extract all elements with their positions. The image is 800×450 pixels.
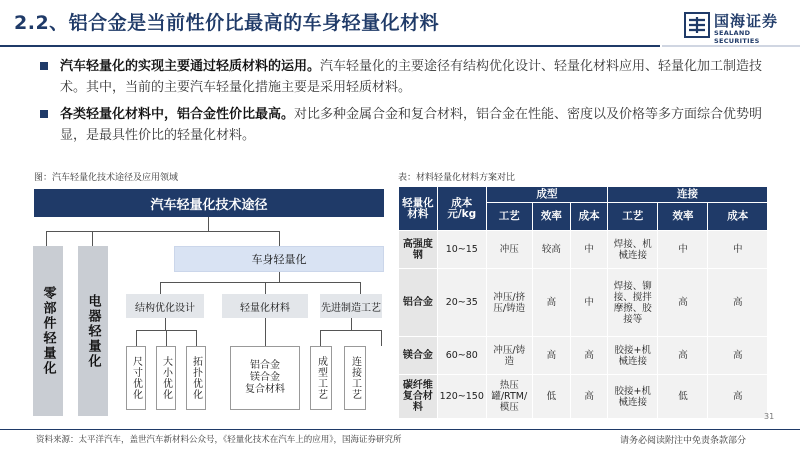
cell-cost: 120~150: [437, 375, 486, 419]
connector-line: [160, 282, 360, 283]
cell-forming-cost: 高: [571, 337, 608, 375]
diagram-material-box: 轻量化材料: [222, 294, 308, 318]
connector-line: [196, 330, 197, 346]
diagram-body-box: 车身轻量化: [174, 246, 384, 272]
diagram-size-opt-box: 尺寸优化: [126, 346, 146, 410]
bullet-bold-text: 各类轻量化材料中，铝合金性价比最高。: [60, 107, 295, 122]
th-forming-cost: 成本: [571, 203, 608, 231]
diagram-materials-box: [230, 346, 300, 410]
th-forming: 成型: [486, 187, 607, 203]
page-header: [0, 0, 800, 48]
cell-joining-efficiency: 低: [658, 375, 708, 419]
connector-line: [208, 217, 209, 231]
material-aluminum: 铝合金: [250, 360, 280, 371]
cell-forming-process: 热压罐/RTM/模压: [486, 375, 532, 419]
cell-joining-cost: 高: [708, 375, 768, 419]
material-magnesium: 镁合金: [250, 372, 280, 383]
sealand-logo-icon: [684, 12, 710, 38]
cell-material: 铝合金: [399, 269, 438, 337]
bullet-bold-text: 汽车轻量化的实现主要通过轻质材料的运用。: [60, 59, 321, 74]
connector-line: [160, 282, 161, 294]
cell-joining-process: 焊接、机械连接: [608, 231, 658, 269]
bullet-square-icon: [40, 110, 48, 118]
connector-line: [165, 318, 166, 330]
cell-forming-efficiency: 高: [532, 337, 571, 375]
connector-line: [166, 330, 167, 346]
title-divider: [0, 45, 660, 47]
th-material: 轻量化材料: [399, 187, 438, 231]
page-number: 31: [764, 412, 775, 421]
connector-line: [92, 231, 93, 246]
cell-joining-process: 胶接+机械连接: [608, 337, 658, 375]
footer-divider: [0, 429, 800, 430]
diagram-parts-box: 零部件轻量化: [33, 246, 63, 416]
th-joining-efficiency: 效率: [658, 203, 708, 231]
table-row: [399, 375, 768, 419]
bullet-text: 汽车轻量化的主要途径有结构优化设计、轻量化材料应用、轻量化加工制造技术。其中，当前的主要汽车轻量化措施主要是采用轻质材料。: [60, 59, 763, 95]
bullet-item: [40, 104, 780, 146]
connector-line: [279, 231, 280, 246]
cell-forming-efficiency: 较高: [532, 231, 571, 269]
table-row: [399, 269, 768, 337]
source-note: 资料来源：太平洋汽车，盖世汽车新材料公众号，《轻量化技术在汽车上的应用》，国海证券研究所: [36, 435, 402, 445]
title-divider-light: [662, 45, 800, 47]
diagram-forming-box: 成型工艺: [310, 346, 332, 410]
page-title: 2.2、铝合金是当前性价比最高的车身轻量化材料: [14, 12, 440, 34]
diagram-electrical-box: 电器轻量化: [78, 246, 108, 416]
connector-line: [320, 330, 321, 346]
diagram-shape-opt-box: 大小优化: [156, 346, 176, 410]
th-forming-efficiency: 效率: [532, 203, 571, 231]
cell-material: 碳纤维复合材料: [399, 375, 438, 419]
th-cost: 成本元/kg: [437, 187, 486, 231]
table-row: [399, 231, 768, 269]
cell-forming-process: 冲压/挤压/铸造: [486, 269, 532, 337]
cell-material: 镁合金: [399, 337, 438, 375]
cell-forming-cost: 中: [571, 269, 608, 337]
bullet-list: [40, 56, 780, 152]
logo-chinese-text: 国海证券: [714, 12, 779, 30]
diagram-process-box: 先进制造工艺: [320, 294, 382, 318]
material-comparison-table: [398, 186, 768, 419]
diagram-root-box: 汽车轻量化技术途径: [34, 189, 384, 217]
th-joining: 连接: [608, 187, 768, 203]
cell-forming-process: 冲压: [486, 231, 532, 269]
connector-line: [265, 318, 266, 346]
company-logo: [684, 10, 796, 45]
diagram-structure-box: 结构优化设计: [126, 294, 204, 318]
cell-joining-cost: 中: [708, 231, 768, 269]
cell-cost: 10~15: [437, 231, 486, 269]
cell-forming-efficiency: 低: [532, 375, 571, 419]
cell-joining-efficiency: 高: [658, 269, 708, 337]
connector-line: [265, 282, 266, 294]
bullet-text: 对比多种金属合金和复合材料，铝合金在性能、密度以及价格等多方面综合优势明显，是最具性价比的轻量化材料。: [60, 107, 763, 143]
cell-cost: 20~35: [437, 269, 486, 337]
connector-line: [279, 272, 280, 282]
table-row: [399, 337, 768, 375]
bullet-square-icon: [40, 62, 48, 70]
cell-forming-cost: 高: [571, 375, 608, 419]
diagram-joining-box: 连接工艺: [344, 346, 366, 410]
cell-joining-efficiency: 高: [658, 337, 708, 375]
cell-joining-process: 焊接、铆接、搅拌摩擦、胶接等: [608, 269, 658, 337]
cell-joining-cost: 高: [708, 269, 768, 337]
diagram-topology-opt-box: 拓扑优化: [186, 346, 206, 410]
th-forming-process: 工艺: [486, 203, 532, 231]
cell-joining-process: 胶接+机械连接: [608, 375, 658, 419]
connector-line: [46, 231, 280, 232]
lightweight-tech-diagram: [30, 186, 385, 418]
logo-english-text: SEALAND SECURITIES: [714, 29, 760, 45]
cell-joining-efficiency: 中: [658, 231, 708, 269]
connector-line: [136, 330, 137, 346]
material-composite: 复合材料: [245, 384, 285, 395]
cell-forming-process: 冲压/铸造: [486, 337, 532, 375]
connector-line: [360, 282, 361, 294]
table-caption: 表：材料轻量化材料方案对比: [398, 173, 516, 183]
connector-line: [351, 318, 352, 330]
cell-joining-cost: 高: [708, 337, 768, 375]
disclaimer-note: 请务必阅读附注中免责条款部分: [620, 436, 747, 446]
cell-material: 高强度钢: [399, 231, 438, 269]
th-joining-process: 工艺: [608, 203, 658, 231]
connector-line: [381, 330, 382, 346]
cell-forming-efficiency: 高: [532, 269, 571, 337]
bullet-item: [40, 56, 780, 98]
cell-cost: 60~80: [437, 337, 486, 375]
th-joining-cost: 成本: [708, 203, 768, 231]
connector-line: [46, 231, 47, 246]
cell-forming-cost: 中: [571, 231, 608, 269]
figure-caption: 图：汽车轻量化技术途径及应用领域: [34, 173, 179, 183]
connector-line: [320, 330, 382, 331]
